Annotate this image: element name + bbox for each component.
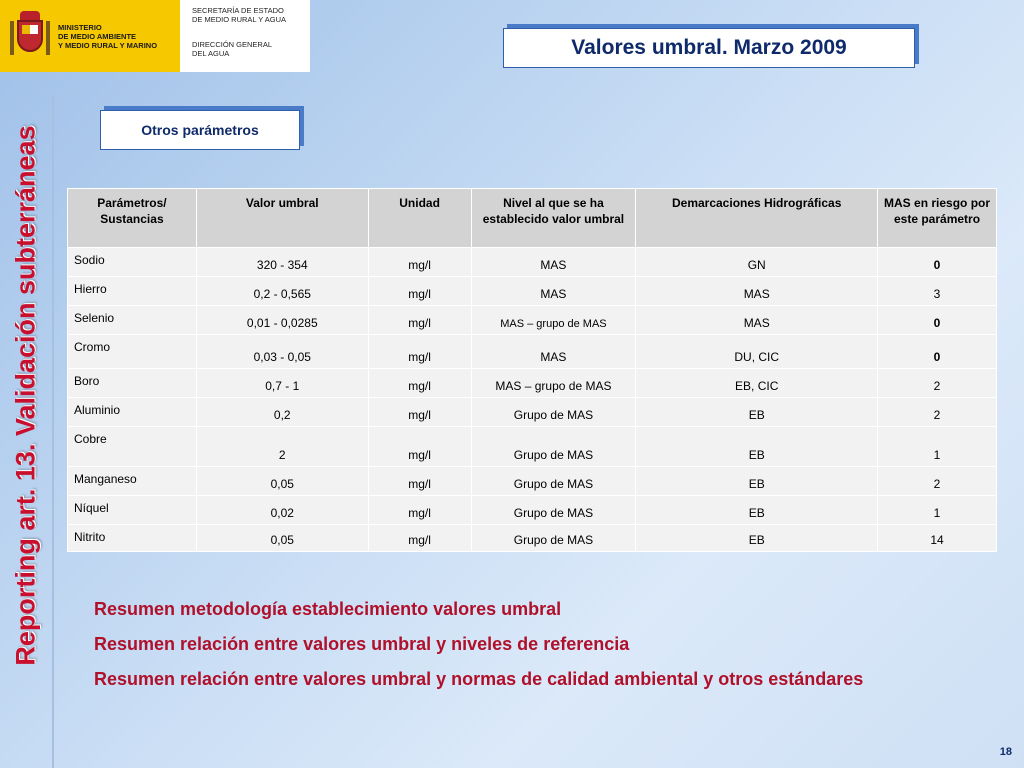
table-cell: 0,02: [196, 496, 368, 525]
table-cell: 0,05: [196, 525, 368, 552]
table-cell: EB, CIC: [636, 369, 878, 398]
table-cell: Nitrito: [68, 525, 197, 552]
table-cell: mg/l: [368, 248, 471, 277]
table-row: [68, 248, 997, 277]
table-cell: mg/l: [368, 306, 471, 335]
column-header: Nivel al que se ha establecido valor umbral: [471, 189, 636, 248]
table-cell: GN: [636, 248, 878, 277]
table-cell: Hierro: [68, 277, 197, 306]
table-cell: 0: [878, 335, 997, 369]
table-cell: Grupo de MAS: [471, 467, 636, 496]
column-header: Unidad: [368, 189, 471, 248]
table-row: [68, 467, 997, 496]
summary-list: [94, 592, 863, 697]
table-cell: 2: [196, 427, 368, 467]
column-header: Parámetros/ Sustancias: [68, 189, 197, 248]
column-header: MAS en riesgo por este parámetro: [878, 189, 997, 248]
table-cell: MAS: [471, 335, 636, 369]
secretaria-box: [180, 0, 310, 72]
table-row: [68, 306, 997, 335]
table-row: [68, 398, 997, 427]
table-cell: Grupo de MAS: [471, 525, 636, 552]
left-divider: [52, 95, 54, 768]
table-cell: Níquel: [68, 496, 197, 525]
table-cell: mg/l: [368, 467, 471, 496]
table-cell: EB: [636, 496, 878, 525]
table-cell: Boro: [68, 369, 197, 398]
secretaria-line: SECRETARÍA DE ESTADO: [192, 6, 284, 15]
table-cell: Grupo de MAS: [471, 496, 636, 525]
summary-item: Resumen relación entre valores umbral y niveles de referencia: [94, 634, 630, 654]
table-cell: 0,2 - 0,565: [196, 277, 368, 306]
table-cell: 2: [878, 398, 997, 427]
table-cell: EB: [636, 525, 878, 552]
table-cell: Selenio: [68, 306, 197, 335]
page-number: 18: [999, 746, 1012, 758]
table-cell: mg/l: [368, 398, 471, 427]
table-cell: EB: [636, 398, 878, 427]
table-row: [68, 277, 997, 306]
table-cell: 3: [878, 277, 997, 306]
ministry-line: MINISTERIO: [58, 22, 102, 32]
slide-title: Valores umbral. Marzo 2009: [503, 28, 915, 68]
coat-of-arms-icon: [10, 11, 50, 61]
section-subtitle: Otros parámetros: [100, 110, 300, 150]
ministry-line: Y MEDIO RURAL Y MARINO: [58, 40, 158, 50]
column-header: Demarcaciones Hidrográficas: [636, 189, 878, 248]
table-cell: 2: [878, 467, 997, 496]
ministry-line: DE MEDIO AMBIENTE: [58, 31, 137, 41]
table-cell: 0: [878, 248, 997, 277]
table-cell: EB: [636, 467, 878, 496]
vertical-section-title: [0, 95, 52, 695]
threshold-values-table: [67, 188, 997, 552]
table-cell: 2: [878, 369, 997, 398]
table-cell: EB: [636, 427, 878, 467]
table-cell: mg/l: [368, 277, 471, 306]
table-cell: 0,03 - 0,05: [196, 335, 368, 369]
ministry-logo: [0, 0, 180, 72]
table-cell: 1: [878, 496, 997, 525]
table-cell: MAS: [636, 306, 878, 335]
table-cell: mg/l: [368, 496, 471, 525]
table-cell: mg/l: [368, 525, 471, 552]
table-cell: 0,7 - 1: [196, 369, 368, 398]
table-cell: Grupo de MAS: [471, 398, 636, 427]
table-header-row: [68, 189, 997, 248]
table-row: [68, 335, 997, 369]
table-cell: 0,01 - 0,0285: [196, 306, 368, 335]
table-row: [68, 369, 997, 398]
table-row: [68, 496, 997, 525]
table-cell: Cobre: [68, 427, 197, 467]
table-cell: MAS: [471, 277, 636, 306]
table-cell: mg/l: [368, 427, 471, 467]
table-cell: Aluminio: [68, 398, 197, 427]
summary-item: Resumen metodología establecimiento valores umbral: [94, 599, 562, 619]
table-cell: Sodio: [68, 248, 197, 277]
table-cell: Grupo de MAS: [471, 427, 636, 467]
table-row: [68, 427, 997, 467]
ministry-name: [58, 23, 157, 50]
direccion-line: DEL AGUA: [192, 49, 230, 58]
table-cell: 0: [878, 306, 997, 335]
table-row: [68, 525, 997, 552]
vertical-title-text: Reporting art. 13. Validación subterráneas: [10, 124, 41, 666]
column-header: Valor umbral: [196, 189, 368, 248]
table-cell: 1: [878, 427, 997, 467]
table-cell: MAS – grupo de MAS: [471, 369, 636, 398]
header-logo-strip: [0, 0, 310, 72]
table-cell: DU, CIC: [636, 335, 878, 369]
table-cell: MAS: [636, 277, 878, 306]
table-cell: 0,05: [196, 467, 368, 496]
table-cell: 0,2: [196, 398, 368, 427]
direccion-line: DIRECCIÓN GENERAL: [192, 40, 273, 49]
table-cell: Manganeso: [68, 467, 197, 496]
summary-item: Resumen relación entre valores umbral y normas de calidad ambiental y otros estándares: [94, 669, 864, 689]
table-cell: 14: [878, 525, 997, 552]
table-cell: mg/l: [368, 369, 471, 398]
table-cell: mg/l: [368, 335, 471, 369]
table-cell: Cromo: [68, 335, 197, 369]
table-cell: 320 - 354: [196, 248, 368, 277]
secretaria-line: DE MEDIO RURAL Y AGUA: [192, 15, 287, 24]
table-cell: MAS – grupo de MAS: [471, 306, 636, 335]
table-cell: MAS: [471, 248, 636, 277]
